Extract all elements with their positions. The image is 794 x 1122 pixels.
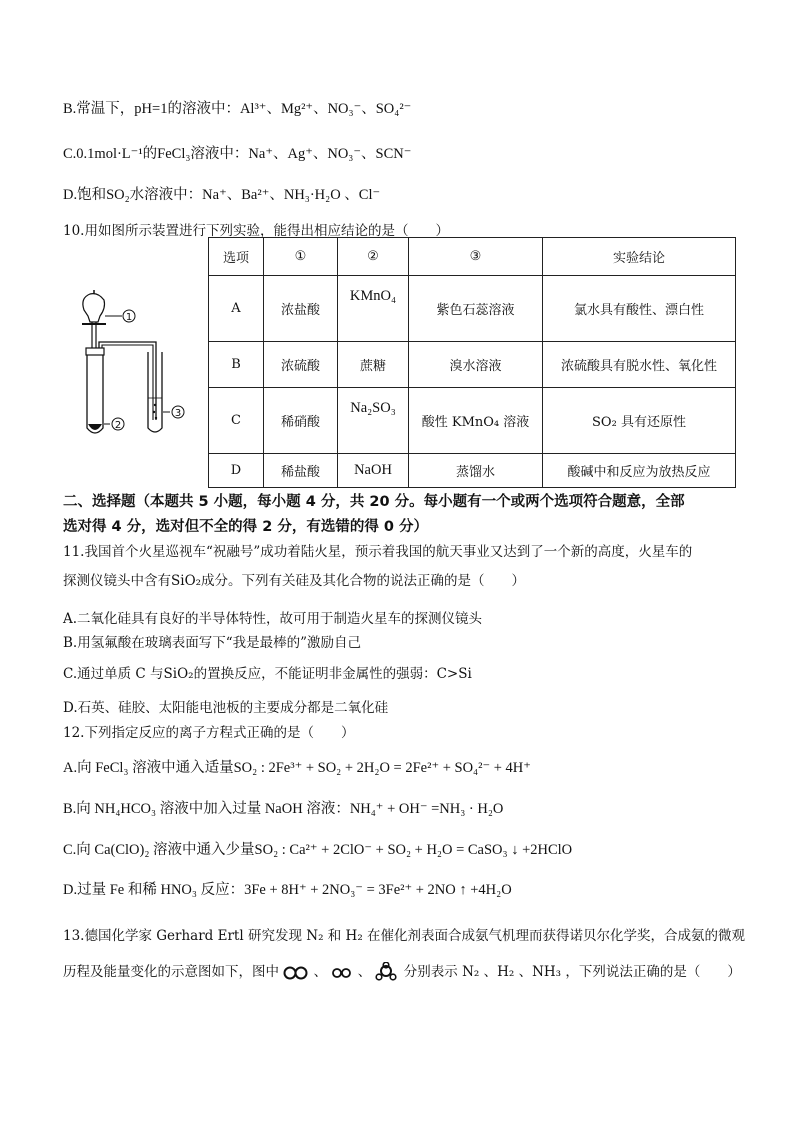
q12-option-d: D.过量 Fe 和稀 HNO₃ 反应：3Fe + 8H⁺ + 2NO₃⁻ = 3Fe²⁺ + 2NO ↑ +4H₂O	[63, 882, 512, 898]
q13-stem-text-a: 历程及能量变化的示意图如下，图中	[63, 964, 279, 980]
section-2-heading: 二、选择题（本题共 5 小题，每小题 4 分，共 20 分。每小题有一个或两个选项符合题意，全部	[63, 494, 685, 510]
table-row	[209, 342, 736, 388]
table-row	[209, 276, 736, 342]
q13-stem-text-b: 分别表示 N₂ 、H₂ 、NH₃ ，下列说法正确的是（ ）	[403, 964, 741, 980]
stopper	[86, 348, 104, 355]
q12-option-b: B.向 NH₄HCO₃ 溶液中加入过量 NaOH 溶液：NH₄⁺ + OH⁻ =NH₃ · H₂O	[63, 801, 504, 817]
cell-reagent-3: 蒸馏水	[409, 454, 543, 488]
header-option: 选项	[209, 238, 264, 276]
cell-reagent-3: 紫色石蕊溶液	[409, 276, 543, 342]
cell-reagent-1: 稀硝酸	[264, 388, 338, 454]
table-row	[209, 454, 736, 488]
q11-option-b: B.用氢氟酸在玻璃表面写下“我是最棒的”激励自己	[63, 635, 362, 651]
section-2-heading-cont: 选对得 4 分，选对但不全的得 2 分，有选错的得 0 分）	[63, 519, 429, 535]
q12-option-c: C.向 Ca(ClO)₂ 溶液中通入少量SO₂ : Ca²⁺ + 2ClO⁻ + SO₂ + H₂O = CaSO₃ ↓ +2HClO	[63, 842, 573, 858]
cell-conclusion: 浓硫酸具有脱水性、氧化性	[543, 342, 736, 388]
cell-conclusion: SO₂ 具有还原性	[543, 388, 736, 454]
q11-stem-line2: 探测仪镜头中含有SiO₂成分。下列有关硅及其化合物的说法正确的是（ ）	[63, 573, 526, 589]
cell-option: A	[209, 276, 264, 342]
q9-option-d: D.饱和SO₂水溶液中：Na⁺、Ba²⁺、NH₃·H₂O 、Cl⁻	[63, 187, 381, 203]
q13-stem-line2	[63, 960, 741, 984]
header-1: ①	[264, 238, 338, 276]
q13-stem-line1: 13.德国化学家 Gerhard Ertl 研究发现 N₂ 和 H₂ 在催化剂表面合成氨气机理而获得诺贝尔化学奖，合成氨的微观	[63, 928, 746, 944]
cell-reagent-1: 浓硫酸	[264, 342, 338, 388]
q12-stem: 12.下列指定反应的离子方程式正确的是（ ）	[63, 725, 355, 741]
q11-option-a: A.二氧化硅具有良好的半导体特性，故可用于制造火星车的探测仪镜头	[63, 611, 483, 627]
nh3-molecule-icon	[375, 962, 399, 984]
apparatus-label-2: 2	[114, 420, 122, 431]
test-tube-right	[148, 352, 162, 432]
q9-option-c: C.0.1mol·L⁻¹的FeCl₃溶液中：Na⁺、Ag⁺、NO₃⁻、SCN⁻	[63, 146, 412, 162]
q12-option-a: A.向 FeCl₃ 溶液中通入适量SO₂ : 2Fe³⁺ + SO₂ + 2H₂O = 2Fe²⁺ + SO₄²⁻ + 4H⁺	[63, 760, 531, 776]
q11-stem-line1: 11.我国首个火星巡视车“祝融号”成功着陆火星，预示着我国的航天事业又达到了一个新的高度，火星车的	[63, 544, 693, 560]
cell-reagent-3: 溴水溶液	[409, 342, 543, 388]
header-3: ③	[409, 238, 543, 276]
cell-reagent-3: 酸性 KMnO₄ 溶液	[409, 388, 543, 454]
q13-separator: 、	[313, 964, 328, 980]
cell-option: D	[209, 454, 264, 488]
cell-reagent-2: 蔗糖	[338, 342, 409, 388]
funnel-body	[83, 294, 105, 322]
cell-reagent-1: 浓盐酸	[264, 276, 338, 342]
apparatus-label-3: 3	[174, 408, 182, 419]
q11-option-c: C.通过单质 C 与SiO₂的置换反应，不能证明非金属性的强弱：C>Si	[63, 666, 472, 682]
cell-option: B	[209, 342, 264, 388]
header-2: ②	[338, 238, 409, 276]
cell-conclusion: 氯水具有酸性、漂白性	[543, 276, 736, 342]
cell-reagent-1: 稀盐酸	[264, 454, 338, 488]
experiment-table	[208, 237, 736, 488]
q10-stem: 10.用如图所示装置进行下列实验，能得出相应结论的是（ ）	[63, 223, 449, 239]
n2-molecule-icon	[283, 966, 309, 980]
apparatus-label-1: 1	[125, 312, 133, 323]
table-header-row	[209, 238, 736, 276]
cell-reagent-2: NaOH	[338, 454, 409, 488]
test-tube-left	[87, 355, 103, 433]
apparatus-diagram	[78, 290, 203, 440]
cell-reagent-2: Na₂SO₃	[338, 388, 409, 454]
q11-option-d: D.石英、硅胶、太阳能电池板的主要成分都是二氧化硅	[63, 700, 389, 716]
cell-reagent-2: KMnO₄	[338, 276, 409, 342]
solid-2	[88, 424, 102, 430]
table-row	[209, 388, 736, 454]
header-conclusion: 实验结论	[543, 238, 736, 276]
cell-conclusion: 酸碱中和反应为放热反应	[543, 454, 736, 488]
h2-molecule-icon	[331, 967, 353, 979]
q9-option-b: B.常温下，pH=1的溶液中：Al³⁺、Mg²⁺、NO₃⁻、SO₄²⁻	[63, 101, 412, 117]
q13-separator: 、	[357, 964, 372, 980]
cell-option: C	[209, 388, 264, 454]
